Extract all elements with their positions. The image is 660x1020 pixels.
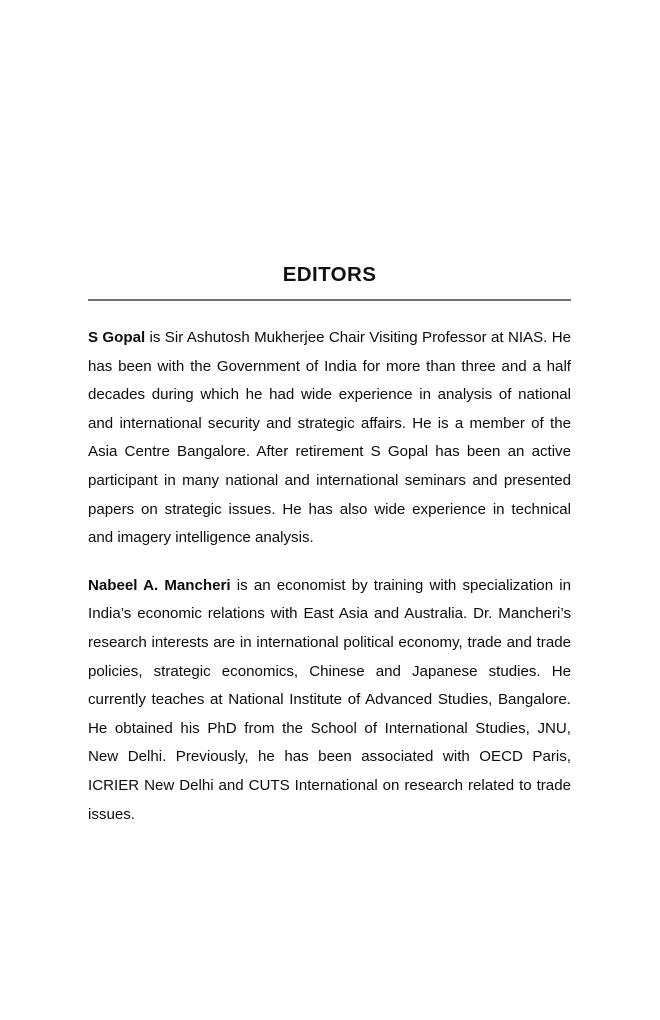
editor-bio-text-s-gopal: is Sir Ashutosh Mukherjee Chair Visiting Professor at NIAS. He has been with the Government of India for more than three and a half decades during which he had wide experience in analysis of national and international security and strategic affairs. He is a member of the Asia Centre Bangalore. After retirement S Gopal has been an active participant in many national and international seminars and presented papers on strategic issues. He has also wide experience in technical and imagery intelligence analysis. [88,329,572,547]
editors-section [88,262,571,829]
heading-divider [88,299,571,301]
editor-name-s-gopal: S Gopal [88,329,146,346]
editor-name-nabeel-a-mancheri: Nabeel A. Mancheri [88,576,231,594]
editor-bio-s-gopal [88,324,571,553]
editor-bio-nabeel-a-mancheri [88,572,571,829]
page-title: EDITORS [282,263,377,286]
editor-bio-text-nabeel-a-mancheri: is an economist by training with specialization in India’s economic relations with East Asia and Australia. Dr. Mancheri’s research interests are in international political economy, trade and trade policies, strategic economics, Chinese and Japanese studies. He currently teaches at National Institute of Advanced Studies, Bangalore. He obtained his PhD from the School of International Studies, JNU, New Delhi. Previously, he has been associated with OECD Paris, ICRIER New Delhi and CUTS International on research related to trade issues. [88,576,571,823]
